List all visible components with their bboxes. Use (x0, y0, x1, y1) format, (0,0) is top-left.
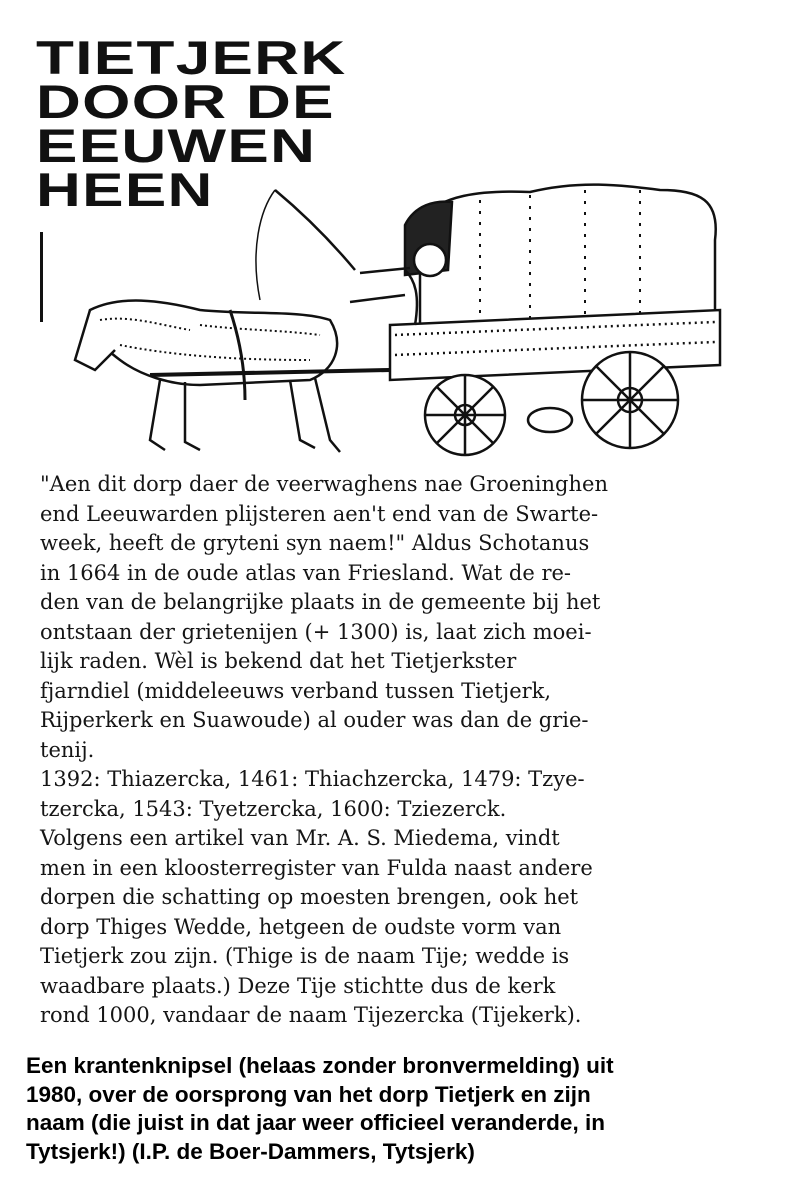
article-line: 1392: Thiazercka, 1461: Thiachzercka, 1479: Tzye- (40, 767, 585, 791)
article-line: "Aen dit dorp daer de veerwaghens nae Groeninghen (40, 472, 608, 496)
article-line: lijk raden. Wèl is bekend dat het Tietjerkster (40, 649, 517, 673)
headline-rule (40, 232, 43, 322)
article-line: Rijperkerk en Suawoude) al ouder was dan de grie- (40, 708, 589, 732)
article-line: rond 1000, vandaar de naam Tijezercka (Tijekerk). (40, 1003, 582, 1027)
headline-line-1: TIETJERK (36, 31, 347, 84)
article-line: Volgens een artikel van Mr. A. S. Miedema, vindt (40, 826, 560, 850)
caption-line: 1980, over de oorsprong van het dorp Tietjerk en zijn (26, 1081, 591, 1107)
article-line: in 1664 in de oude atlas van Friesland. Wat de re- (40, 560, 572, 585)
caption-line: Tytsjerk!) (I.P. de Boer-Dammers, Tytsjerk) (26, 1138, 475, 1164)
article-line: ontstaan der grietenijen (+ 1300) is, laat zich moei- (40, 619, 592, 644)
image-caption (26, 1052, 776, 1166)
article-line: tzercka, 1543: Tyetzercka, 1600: Tziezerck. (40, 796, 507, 821)
article-line: tenij. (40, 737, 95, 762)
article-body (40, 470, 740, 1031)
whip-icon (275, 190, 355, 270)
article-line: men in een kloosterregister van Fulda naast andere (40, 855, 593, 880)
article-line: waadbare plaats.) Deze Tije stichtte dus de kerk (40, 973, 556, 998)
horse-drawn-wagon-illustration (60, 160, 740, 470)
article-line: fjarndiel (middeleeuws verband tussen Tietjerk, (40, 678, 552, 703)
article-line: end Leeuwarden plijsteren aen't end van de Swarte- (40, 501, 599, 526)
headline-line-2: DOOR DE (36, 75, 335, 128)
headline-line-4: HEEN (36, 163, 214, 216)
article-line: week, heeft de gryteni syn naem!" Aldus Schotanus (40, 531, 590, 555)
article-line: dorpen die schatting op moesten brengen, ook het (40, 885, 579, 909)
article-line: dorp Thiges Wedde, hetgeen de oudste vorm van (40, 914, 562, 939)
article-line: Tietjerk zou zijn. (Thige is de naam Tije; wedde is (40, 944, 570, 968)
caption-line: Een krantenknipsel (helaas zonder bronvermelding) uit (26, 1053, 614, 1078)
article-line: den van de belangrijke plaats in de gemeente bij het (40, 590, 601, 614)
headline-line-3: EEUWEN (36, 119, 317, 172)
caption-line: naam (die juist in dat jaar weer officieel veranderde, in (26, 1110, 605, 1135)
